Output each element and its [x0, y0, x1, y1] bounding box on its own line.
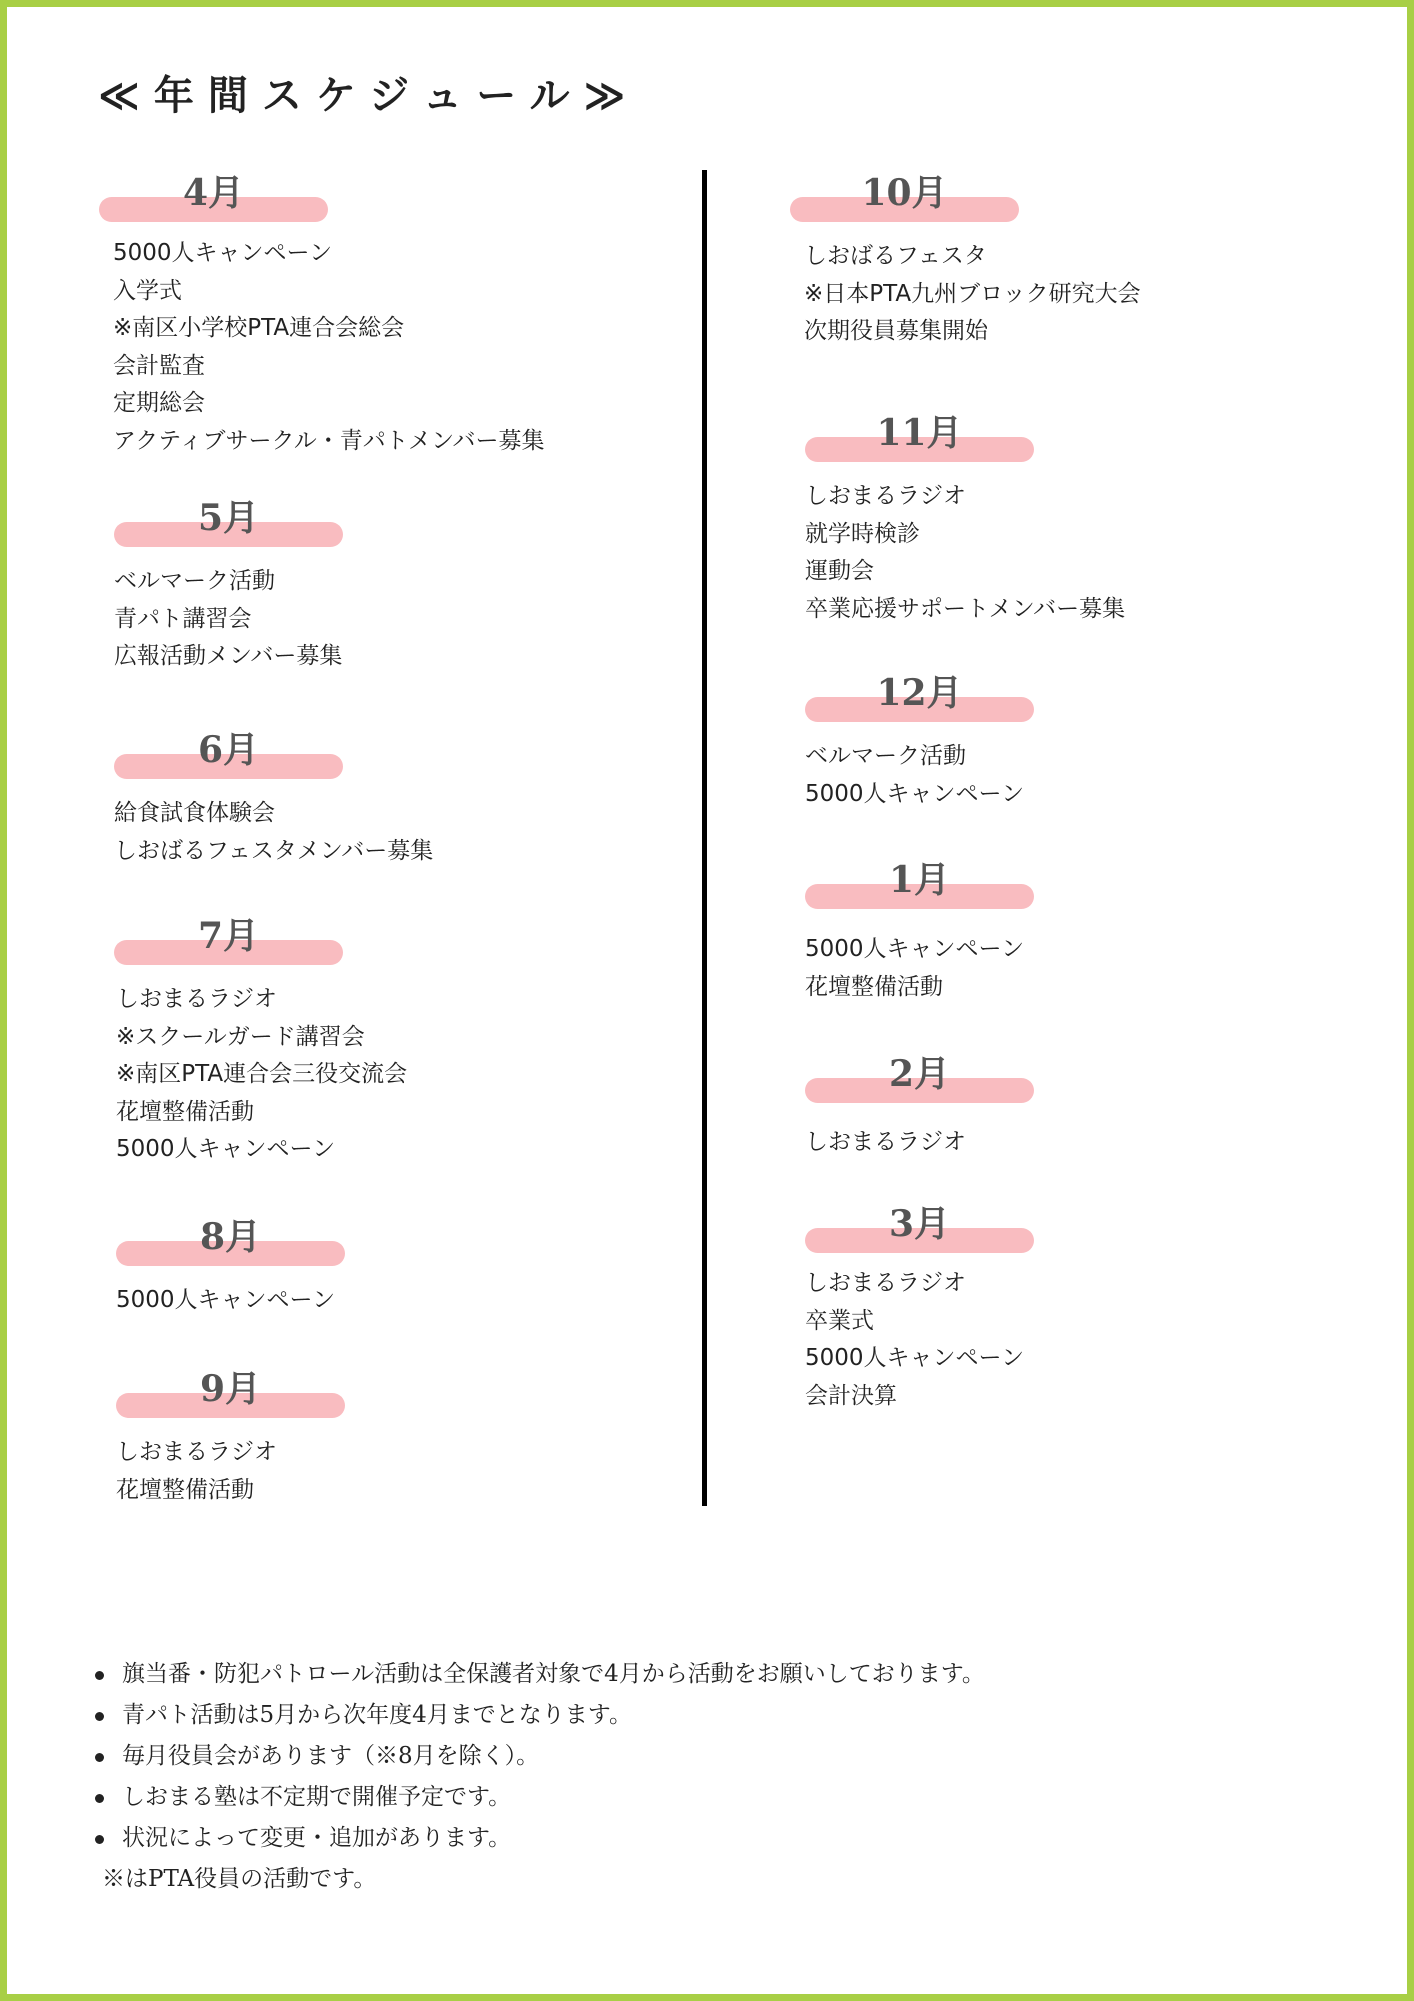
month-label: 5月	[197, 497, 260, 539]
month-section-october	[790, 170, 1190, 351]
event-item: ベルマーク活動	[805, 743, 966, 769]
month-label: 2月	[888, 1053, 951, 1095]
month-section-january	[805, 857, 1205, 1006]
month-header	[805, 1051, 1045, 1111]
page-title: ≪年間スケジュール≫	[98, 73, 640, 119]
event-list	[805, 478, 1205, 628]
month-label: 6月	[197, 729, 260, 771]
event-item: 青パト講習会	[114, 605, 252, 632]
month-section-june	[114, 727, 514, 870]
event-list	[805, 1124, 1205, 1162]
month-label: 3月	[888, 1203, 951, 1245]
month-label: 9月	[199, 1368, 262, 1410]
bullet-icon	[95, 1835, 104, 1844]
note-item: 青パト活動は5月から次年度4月までとなります。	[92, 1695, 985, 1736]
event-item: しおまるラジオ	[805, 1129, 966, 1155]
note-item: 旗当番・防犯パトロール活動は全保護者対象で4月から活動をお願いしております。	[92, 1654, 985, 1695]
month-header	[805, 1201, 1045, 1261]
month-section-april	[99, 170, 545, 460]
note-item: しおまる塾は不定期で開催予定です。	[92, 1777, 985, 1818]
event-item: 卒業式	[805, 1307, 874, 1334]
month-header	[114, 495, 354, 555]
month-label: 4月	[182, 172, 245, 214]
event-item: アクティブサークル・青パトメンバー募集	[113, 427, 545, 454]
event-list	[114, 795, 514, 870]
event-item: しおまるラジオ	[805, 483, 966, 509]
month-header	[114, 913, 354, 973]
event-item: 広報活動メンバー募集	[114, 643, 343, 669]
month-label: 12月	[876, 672, 963, 714]
event-item: 5000人キャンペーン	[805, 780, 1025, 807]
event-item: 5000人キャンペーン	[116, 1136, 336, 1162]
event-list	[805, 1265, 1205, 1415]
month-label: 8月	[199, 1216, 262, 1258]
event-item: ※日本PTA九州ブロック研究大会	[804, 280, 1141, 307]
event-item: しおばるフェスタメンバー募集	[114, 837, 434, 864]
event-item: しおまるラジオ	[116, 1439, 277, 1465]
event-list	[114, 563, 514, 676]
event-item: 次期役員募集開始	[804, 318, 988, 344]
event-item: しおまるラジオ	[116, 986, 277, 1012]
event-item: しおばるフェスタ	[804, 243, 987, 269]
event-item: 花壇整備活動	[805, 973, 943, 1000]
event-list	[114, 981, 514, 1169]
event-item: ※南区小学校PTA連合会総会	[113, 315, 405, 341]
month-label: 1月	[888, 859, 951, 901]
event-item: 定期総会	[113, 390, 205, 416]
event-item: 就学時検診	[805, 520, 920, 547]
event-item: しおまるラジオ	[805, 1270, 966, 1296]
month-header	[116, 1366, 356, 1426]
month-section-march	[805, 1201, 1205, 1415]
event-item: 会計監査	[113, 352, 205, 379]
event-list	[805, 931, 1205, 1006]
event-item: 花壇整備活動	[116, 1476, 254, 1503]
bullet-icon	[95, 1753, 104, 1762]
month-section-december	[805, 670, 1205, 813]
note-item: 毎月役員会があります（※8月を除く）。	[92, 1736, 985, 1777]
month-section-february	[805, 1051, 1205, 1162]
event-item: 会計決算	[805, 1382, 897, 1409]
month-header	[116, 1214, 356, 1274]
month-header	[805, 670, 1045, 730]
event-item: 5000人キャンペーン	[116, 1287, 336, 1313]
month-section-may	[114, 495, 514, 676]
event-item: 花壇整備活動	[116, 1098, 254, 1125]
bullet-icon	[95, 1671, 104, 1680]
event-list	[116, 1282, 516, 1320]
event-item: 運動会	[805, 558, 874, 584]
event-item: 5000人キャンペーン	[805, 1345, 1025, 1371]
column-divider	[702, 170, 707, 1506]
month-header	[99, 170, 339, 230]
event-item: 入学式	[113, 277, 182, 304]
event-item: 5000人キャンペーン	[113, 240, 333, 266]
event-list	[805, 738, 1205, 813]
event-item: 5000人キャンペーン	[805, 936, 1025, 962]
event-item: 給食試食体験会	[114, 800, 275, 826]
event-item: 卒業応援サポートメンバー募集	[805, 595, 1126, 622]
month-header	[805, 857, 1045, 917]
month-section-november	[805, 410, 1205, 628]
notes-list	[92, 1654, 985, 1859]
event-item: ※南区PTA連合会三役交流会	[116, 1061, 408, 1087]
note-item: 状況によって変更・追加があります。	[92, 1818, 985, 1859]
month-section-july	[114, 913, 514, 1169]
month-label: 7月	[197, 915, 260, 957]
event-list	[790, 238, 1190, 351]
month-label: 11月	[876, 412, 963, 454]
event-list	[116, 1434, 516, 1509]
month-header	[805, 410, 1045, 470]
bullet-icon	[95, 1712, 104, 1721]
event-item: ※スクールガード講習会	[116, 1023, 365, 1050]
footnote: ※はPTA役員の活動です。	[102, 1866, 377, 1892]
event-list	[99, 235, 545, 460]
event-item: ベルマーク活動	[114, 568, 275, 594]
month-header	[114, 727, 354, 787]
month-section-september	[116, 1366, 516, 1509]
month-header	[790, 170, 1030, 230]
bullet-icon	[95, 1794, 104, 1803]
month-section-august	[116, 1214, 516, 1320]
month-label: 10月	[861, 172, 948, 214]
